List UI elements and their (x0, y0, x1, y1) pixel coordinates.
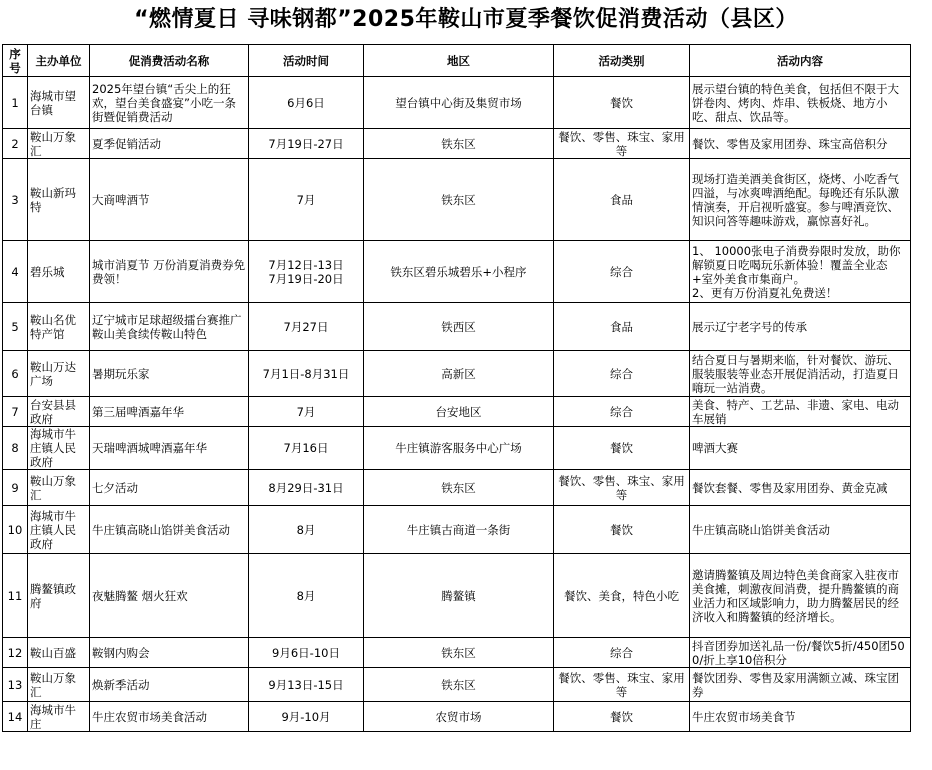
cell-category: 综合 (554, 241, 690, 303)
cell-org: 鞍山百盛 (28, 638, 90, 668)
table-row (3, 554, 911, 638)
cell-no: 11 (3, 554, 28, 638)
cell-activity-name: 牛庄农贸市场美食活动 (90, 702, 249, 732)
cell-category: 餐饮、零售、珠宝、家用等 (554, 470, 690, 506)
cell-category: 餐饮 (554, 506, 690, 554)
cell-area: 铁西区 (364, 303, 554, 351)
cell-activity-name: 第三届啤酒嘉年华 (90, 397, 249, 427)
cell-time: 7月16日 (249, 427, 364, 470)
cell-content: 牛庄农贸市场美食节 (690, 702, 911, 732)
cell-org: 鞍山万象汇 (28, 129, 90, 159)
cell-content: 餐饮团券、零售及家用满额立减、珠宝团券 (690, 668, 911, 702)
header-area: 地区 (364, 45, 554, 77)
cell-content: 结合夏日与暑期来临，针对餐饮、游玩、服装服装等业态开展促消活动，打造夏日嗨玩一站消费。 (690, 351, 911, 397)
cell-content: 现场打造美酒美食街区，烧烤、小吃香气四溢，与冰爽啤酒绝配。每晚还有乐队激情演奏，开启视听盛宴。参与啤酒竞饮、知识问答等趣味游戏，赢惊喜好礼。 (690, 159, 911, 241)
table-row (3, 638, 911, 668)
cell-content: 餐饮、零售及家用团券、珠宝高倍积分 (690, 129, 911, 159)
cell-area: 铁东区 (364, 638, 554, 668)
cell-area: 腾鳌镇 (364, 554, 554, 638)
cell-category: 餐饮、美食，特色小吃 (554, 554, 690, 638)
cell-org: 台安县县政府 (28, 397, 90, 427)
page-title: “燃情夏日 寻味钢都”2025年鞍山市夏季餐饮促消费活动（县区） (134, 7, 798, 32)
cell-org: 碧乐城 (28, 241, 90, 303)
cell-content: 展示辽宁老字号的传承 (690, 303, 911, 351)
cell-category: 综合 (554, 638, 690, 668)
cell-content: 展示望台镇的特色美食，包括但不限于大饼卷肉、烤肉、炸串、铁板烧、地方小吃、甜点、饮品等。 (690, 77, 911, 129)
cell-area: 铁东区 (364, 129, 554, 159)
table-row (3, 427, 911, 470)
cell-activity-name: 鞍钢内购会 (90, 638, 249, 668)
cell-content: 邀请腾鳌镇及周边特色美食商家入驻夜市美食摊，刺激夜间消费，提升腾鳌镇的商业活力和区域影响力，助力腾鳌居民的经济收入和腾鳌镇的经济增长。 (690, 554, 911, 638)
cell-time: 8月 (249, 554, 364, 638)
cell-org: 鞍山新玛特 (28, 159, 90, 241)
cell-org: 鞍山名优特产馆 (28, 303, 90, 351)
cell-category: 餐饮 (554, 702, 690, 732)
cell-area: 牛庄镇游客服务中心广场 (364, 427, 554, 470)
cell-area: 铁东区 (364, 668, 554, 702)
cell-activity-name: 夜魅腾鳌 烟火狂欢 (90, 554, 249, 638)
header-row (3, 45, 911, 77)
cell-no: 6 (3, 351, 28, 397)
cell-category: 食品 (554, 303, 690, 351)
table-row (3, 668, 911, 702)
cell-time: 7月 (249, 397, 364, 427)
cell-time: 7月27日 (249, 303, 364, 351)
cell-time: 6月6日 (249, 77, 364, 129)
cell-content: 餐饮套餐、零售及家用团券、黄金克减 (690, 470, 911, 506)
table-row (3, 470, 911, 506)
cell-activity-name: 焕新季活动 (90, 668, 249, 702)
cell-org: 腾鳌镇政府 (28, 554, 90, 638)
cell-content: 抖音团券加送礼品一份/餐饮5折/450团500/折上享10倍积分 (690, 638, 911, 668)
cell-org: 海城市望台镇 (28, 77, 90, 129)
header-no: 序号 (3, 45, 28, 77)
table-row (3, 351, 911, 397)
cell-area: 望台镇中心街及集贸市场 (364, 77, 554, 129)
cell-no: 12 (3, 638, 28, 668)
cell-content: 1、 10000张电子消费券限时发放，助你解锁夏日吃喝玩乐新体验！覆盖全业态+室外美食市集商户。 2、更有万份消夏礼免费送！ (690, 241, 911, 303)
cell-no: 8 (3, 427, 28, 470)
header-org: 主办单位 (28, 45, 90, 77)
header-name: 促消费活动名称 (90, 45, 249, 77)
table-row (3, 397, 911, 427)
cell-area: 高新区 (364, 351, 554, 397)
cell-time: 9月13日-15日 (249, 668, 364, 702)
cell-activity-name: 夏季促销活动 (90, 129, 249, 159)
cell-activity-name: 七夕活动 (90, 470, 249, 506)
cell-time: 9月6日-10日 (249, 638, 364, 668)
cell-no: 7 (3, 397, 28, 427)
cell-time: 7月 (249, 159, 364, 241)
cell-no: 4 (3, 241, 28, 303)
cell-org: 鞍山万象汇 (28, 470, 90, 506)
cell-no: 2 (3, 129, 28, 159)
cell-activity-name: 牛庄镇高晓山馅饼美食活动 (90, 506, 249, 554)
cell-org: 鞍山万达广场 (28, 351, 90, 397)
table-row (3, 241, 911, 303)
cell-no: 14 (3, 702, 28, 732)
cell-activity-name: 2025年望台镇“舌尖上的狂欢，望台美食盛宴”小吃一条街暨促销费活动 (90, 77, 249, 129)
cell-time: 7月12日-13日 7月19日-20日 (249, 241, 364, 303)
table-row (3, 303, 911, 351)
cell-no: 13 (3, 668, 28, 702)
cell-time: 7月1日-8月31日 (249, 351, 364, 397)
cell-category: 食品 (554, 159, 690, 241)
table-row (3, 159, 911, 241)
cell-category: 餐饮 (554, 427, 690, 470)
cell-org: 海城市牛庄镇人民政府 (28, 427, 90, 470)
cell-time: 9月-10月 (249, 702, 364, 732)
header-category: 活动类别 (554, 45, 690, 77)
cell-activity-name: 暑期玩乐家 (90, 351, 249, 397)
cell-category: 餐饮 (554, 77, 690, 129)
table-row (3, 702, 911, 732)
cell-area: 农贸市场 (364, 702, 554, 732)
cell-activity-name: 城市消夏节 万份消夏消费券免费领！ (90, 241, 249, 303)
activity-table (2, 44, 911, 732)
table-row (3, 129, 911, 159)
cell-category: 餐饮、零售、珠宝、家用等 (554, 668, 690, 702)
cell-area: 牛庄镇古商道一条街 (364, 506, 554, 554)
cell-area: 铁东区 (364, 159, 554, 241)
cell-area: 台安地区 (364, 397, 554, 427)
cell-time: 8月 (249, 506, 364, 554)
cell-content: 牛庄镇高晓山馅饼美食活动 (690, 506, 911, 554)
cell-area: 铁东区碧乐城碧乐+小程序 (364, 241, 554, 303)
cell-org: 海城市牛庄 (28, 702, 90, 732)
cell-category: 餐饮、零售、珠宝、家用等 (554, 129, 690, 159)
cell-no: 5 (3, 303, 28, 351)
cell-content: 啤酒大赛 (690, 427, 911, 470)
cell-activity-name: 天瑞啤酒城啤酒嘉年华 (90, 427, 249, 470)
cell-category: 综合 (554, 351, 690, 397)
cell-category: 综合 (554, 397, 690, 427)
cell-content: 美食、特产、工艺品、非遗、家电、电动车展销 (690, 397, 911, 427)
cell-time: 7月19日-27日 (249, 129, 364, 159)
cell-no: 1 (3, 77, 28, 129)
table-row (3, 506, 911, 554)
header-content: 活动内容 (690, 45, 911, 77)
header-time: 活动时间 (249, 45, 364, 77)
table-row (3, 77, 911, 129)
cell-no: 10 (3, 506, 28, 554)
cell-org: 鞍山万象汇 (28, 668, 90, 702)
cell-time: 8月29日-31日 (249, 470, 364, 506)
cell-activity-name: 辽宁城市足球超级擂台赛推广鞍山美食续传鞍山特色 (90, 303, 249, 351)
cell-no: 9 (3, 470, 28, 506)
cell-activity-name: 大商啤酒节 (90, 159, 249, 241)
cell-no: 3 (3, 159, 28, 241)
cell-org: 海城市牛庄镇人民政府 (28, 506, 90, 554)
cell-area: 铁东区 (364, 470, 554, 506)
